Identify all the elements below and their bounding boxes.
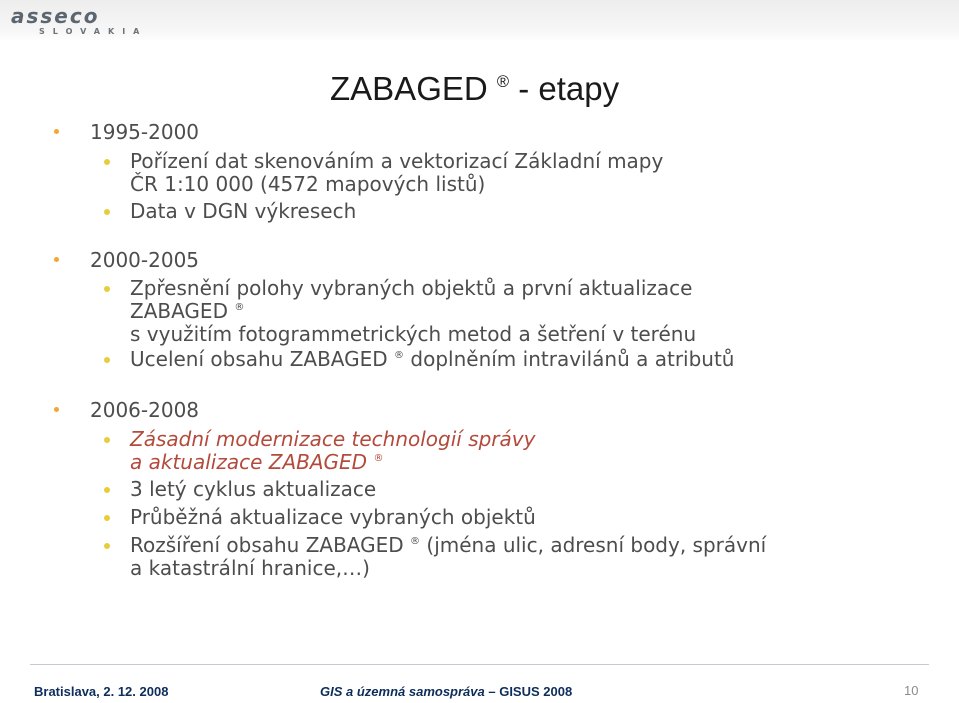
bullet-scan-vectorization: Pořízení dat skenováním a vektorizací Základní mapy ČR 1:10 000 (4572 mapových listů) <box>130 149 664 196</box>
footer-divider <box>30 664 929 665</box>
asseco-logo <box>11 4 148 40</box>
bullet-content-extension: Rozšíření obsahu ZABAGED ® (jména ulic, adresní body, správní a katastrální hranice,…) <box>130 533 767 580</box>
bullet-content-completion: Ucelení obsahu ZABAGED ® doplněním intravilánů a atributů <box>130 347 735 371</box>
section-1995-2000: 1995-2000 <box>90 120 200 144</box>
page-number: 10 <box>904 683 919 698</box>
bullet-update-cycle: 3 letý cyklus aktualizace <box>130 477 377 501</box>
logo-word: asseco <box>11 4 100 28</box>
slide-title: ZABAGED ® - etapy <box>330 70 620 107</box>
bullet-dgn-data: Data v DGN výkresech <box>130 199 357 223</box>
section-2006-2008: 2006-2008 <box>90 398 200 422</box>
footer-date-location: Bratislava, 2. 12. 2008 <box>34 684 169 699</box>
logo-subtitle: SLOVAKIA <box>39 27 148 36</box>
bullet-modernization: Zásadní modernizace technologií správy a aktualizace ZABAGED ® <box>130 427 536 474</box>
section-2000-2005: 2000-2005 <box>90 248 200 272</box>
bullet-continuous-update: Průběžná aktualizace vybraných objektů <box>130 505 536 529</box>
footer-event: GIS a územná samospráva – GISUS 2008 <box>320 684 573 699</box>
bullet-position-refinement: Zpřesnění polohy vybraných objektů a první aktualizace ZABAGED ® s využitím fotogrammetrických metod a šetření v terénu <box>130 276 697 346</box>
